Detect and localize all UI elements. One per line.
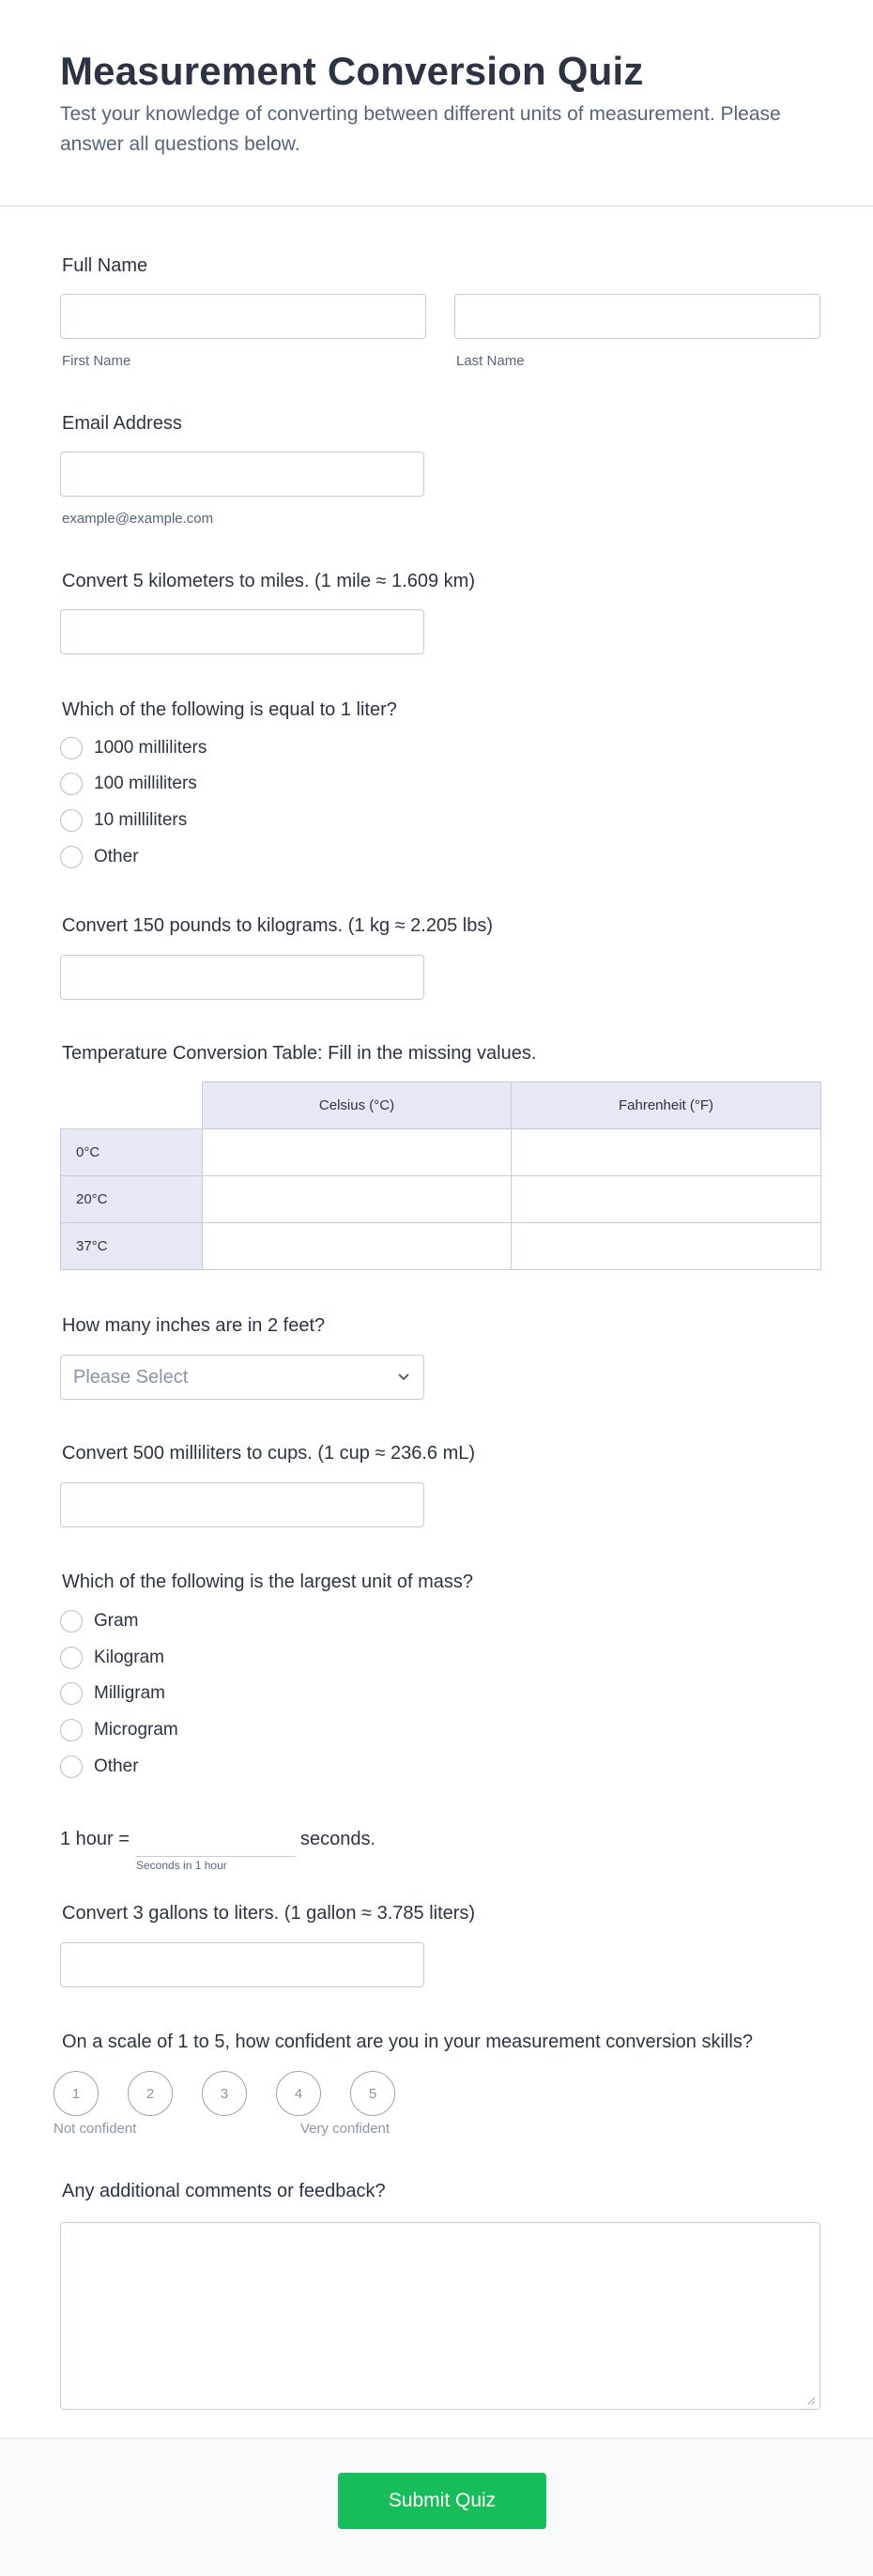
table-header-row [61, 1082, 821, 1129]
radio-label: 1000 milliliters [94, 738, 207, 758]
hour-question-suffix: seconds. [300, 1829, 376, 1849]
submit-button[interactable]: Submit Quiz [338, 2473, 546, 2529]
seconds-inline-input[interactable] [136, 1831, 296, 1857]
gallons-question-label: Convert 3 gallons to liters. (1 gallon ≈ 3.785 liters) [62, 1903, 476, 1924]
resize-handle-icon[interactable] [806, 2396, 816, 2405]
scale-option-3[interactable]: 3 [202, 2071, 247, 2116]
radio-button[interactable] [60, 1756, 83, 1778]
page-title: Measurement Conversion Quiz [60, 49, 644, 93]
full-name-label: Full Name [62, 255, 148, 276]
table-row [61, 1129, 821, 1176]
table-row [61, 1176, 821, 1223]
km-miles-question-label: Convert 5 kilometers to miles. (1 mile ≈ 1.609 km) [62, 571, 475, 591]
radio-label: 10 milliliters [94, 810, 188, 830]
table-cell-input[interactable] [203, 1176, 512, 1223]
scale-option-5[interactable]: 5 [350, 2071, 395, 2116]
column-header-fahrenheit: Fahrenheit (°F) [512, 1082, 821, 1129]
radio-label: Other [94, 1756, 139, 1776]
mass-option-gram[interactable] [60, 1609, 139, 1633]
radio-label: 100 milliliters [94, 774, 197, 793]
liter-option-10ml[interactable] [60, 808, 187, 833]
confidence-question-label: On a scale of 1 to 5, how confident are you in your measurement conversion skills? [62, 2032, 753, 2052]
table-corner [61, 1082, 203, 1129]
radio-button[interactable] [60, 1647, 83, 1669]
scale-low-label: Not confident [54, 2121, 137, 2137]
liter-question-label: Which of the following is equal to 1 liter? [62, 699, 397, 720]
mass-option-kilogram[interactable] [60, 1646, 164, 1670]
email-input[interactable] [60, 452, 424, 497]
radio-label: Gram [94, 1611, 139, 1631]
first-name-sublabel: First Name [62, 353, 131, 369]
row-header: 20°C [61, 1176, 203, 1223]
radio-label: Other [94, 847, 139, 866]
inches-dropdown[interactable] [60, 1355, 424, 1400]
chevron-down-icon [395, 1369, 412, 1386]
scale-high-label: Very confident [300, 2121, 391, 2137]
inches-question-label: How many inches are in 2 feet? [62, 1315, 326, 1336]
table-cell-input[interactable] [512, 1176, 821, 1223]
comments-textarea[interactable] [60, 2222, 820, 2410]
scale-option-1[interactable]: 1 [54, 2071, 99, 2116]
radio-button[interactable] [60, 737, 83, 759]
first-name-input[interactable] [60, 294, 426, 339]
table-cell-input[interactable] [512, 1223, 821, 1270]
radio-label: Microgram [94, 1720, 178, 1740]
radio-label: Milligram [94, 1683, 165, 1703]
mass-option-other[interactable] [60, 1755, 139, 1779]
row-header: 0°C [61, 1129, 203, 1176]
temperature-table [60, 1081, 821, 1270]
table-cell-input[interactable] [512, 1129, 821, 1176]
column-header-celsius: Celsius (°C) [203, 1082, 512, 1129]
liter-option-1000ml[interactable] [60, 736, 207, 760]
table-cell-input[interactable] [203, 1223, 512, 1270]
email-sublabel: example@example.com [62, 511, 214, 527]
dropdown-placeholder: Please Select [73, 1367, 189, 1388]
scale-option-4[interactable]: 4 [276, 2071, 321, 2116]
email-label: Email Address [62, 413, 182, 434]
last-name-sublabel: Last Name [456, 353, 525, 369]
radio-label: Kilogram [94, 1648, 164, 1667]
pounds-question-label: Convert 150 pounds to kilograms. (1 kg ≈ 2.205 lbs) [62, 915, 493, 936]
hour-question-prefix: 1 hour = [60, 1829, 130, 1849]
last-name-input[interactable] [454, 294, 820, 339]
liter-option-100ml[interactable] [60, 772, 197, 796]
mass-option-microgram[interactable] [60, 1718, 178, 1742]
temperature-question-label: Temperature Conversion Table: Fill in the missing values. [62, 1043, 537, 1064]
gallons-input[interactable] [60, 1942, 424, 1987]
pounds-input[interactable] [60, 955, 424, 1000]
radio-button[interactable] [60, 1682, 83, 1705]
page-subtitle: Test your knowledge of converting between different units of measurement. Please answer all questions below. [60, 103, 781, 155]
row-header: 37°C [61, 1223, 203, 1270]
liter-option-other[interactable] [60, 845, 139, 869]
table-row [61, 1223, 821, 1270]
radio-button[interactable] [60, 846, 83, 868]
km-miles-input[interactable] [60, 609, 424, 654]
radio-button[interactable] [60, 773, 83, 795]
radio-button[interactable] [60, 809, 83, 832]
mass-option-milligram[interactable] [60, 1681, 165, 1706]
cups-input[interactable] [60, 1482, 424, 1527]
mass-question-label: Which of the following is the largest unit of mass? [62, 1572, 473, 1592]
radio-button[interactable] [60, 1719, 83, 1741]
form-header [0, 0, 873, 207]
scale-option-2[interactable]: 2 [128, 2071, 173, 2116]
seconds-sublabel: Seconds in 1 hour [136, 1859, 227, 1872]
table-cell-input[interactable] [203, 1129, 512, 1176]
cups-question-label: Convert 500 milliliters to cups. (1 cup ≈ 236.6 mL) [62, 1443, 476, 1464]
comments-question-label: Any additional comments or feedback? [62, 2181, 386, 2201]
radio-button[interactable] [60, 1610, 83, 1633]
